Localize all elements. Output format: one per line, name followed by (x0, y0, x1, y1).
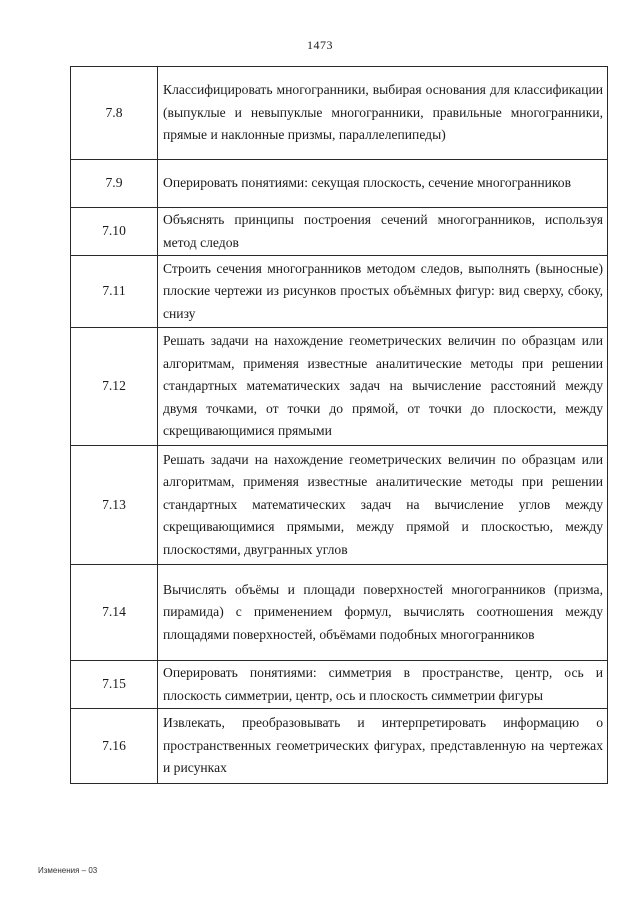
table-row (71, 67, 608, 160)
row-description: Извлекать, преобразовывать и интерпретировать информацию о пространственных геометрических фигурах, представленную на чертежах и рисунках (158, 709, 608, 784)
row-code: 7.15 (71, 661, 158, 709)
table-row (71, 208, 608, 256)
row-code: 7.10 (71, 208, 158, 256)
row-description: Решать задачи на нахождение геометрических величин по образцам или алгоритмам, применяя известные аналитические методы при решении стандартных математических задач на вычисление расстояний между двумя точками, от точки до прямой, от точки до плоскости, между скрещивающимися прямыми (158, 328, 608, 446)
table-row (71, 709, 608, 784)
table-row (71, 160, 608, 208)
table-row (71, 661, 608, 709)
row-code: 7.13 (71, 446, 158, 565)
row-description: Объяснять принципы построения сечений многогранников, используя метод следов (158, 208, 608, 256)
row-code: 7.12 (71, 328, 158, 446)
outcomes-table (70, 66, 608, 784)
footer-revision-note: Изменения – 03 (38, 866, 98, 875)
row-description: Решать задачи на нахождение геометрических величин по образцам или алгоритмам, применяя известные аналитические методы при решении стандартных математических задач на вычисление углов между скрещивающимися прямыми, между прямой и плоскостью, между плоскостями, двугранных углов (158, 446, 608, 565)
table-row (71, 446, 608, 565)
row-code: 7.16 (71, 709, 158, 784)
row-description: Вычислять объёмы и площади поверхностей многогранников (призма, пирамида) с применением формул, вычислять соотношения между площадями поверхностей, объёмами подобных многогранников (158, 565, 608, 661)
row-code: 7.14 (71, 565, 158, 661)
row-code: 7.8 (71, 67, 158, 160)
table-row (71, 256, 608, 328)
table-row (71, 565, 608, 661)
row-description: Строить сечения многогранников методом следов, выполнять (выносные) плоские чертежи из рисунков простых объёмных фигур: вид сверху, сбоку, снизу (158, 256, 608, 328)
row-description: Классифицировать многогранники, выбирая основания для классификации (выпуклые и невыпуклые многогранники, правильные многогранники, прямые и наклонные призмы, параллелепипеды) (158, 67, 608, 160)
row-code: 7.11 (71, 256, 158, 328)
page-number: 1473 (307, 38, 333, 52)
row-code: 7.9 (71, 160, 158, 208)
table-row (71, 328, 608, 446)
row-description: Оперировать понятиями: секущая плоскость, сечение многогранников (158, 160, 608, 208)
row-description: Оперировать понятиями: симметрия в пространстве, центр, ось и плоскость симметрии, центр, ось и плоскость симметрии фигуры (158, 661, 608, 709)
